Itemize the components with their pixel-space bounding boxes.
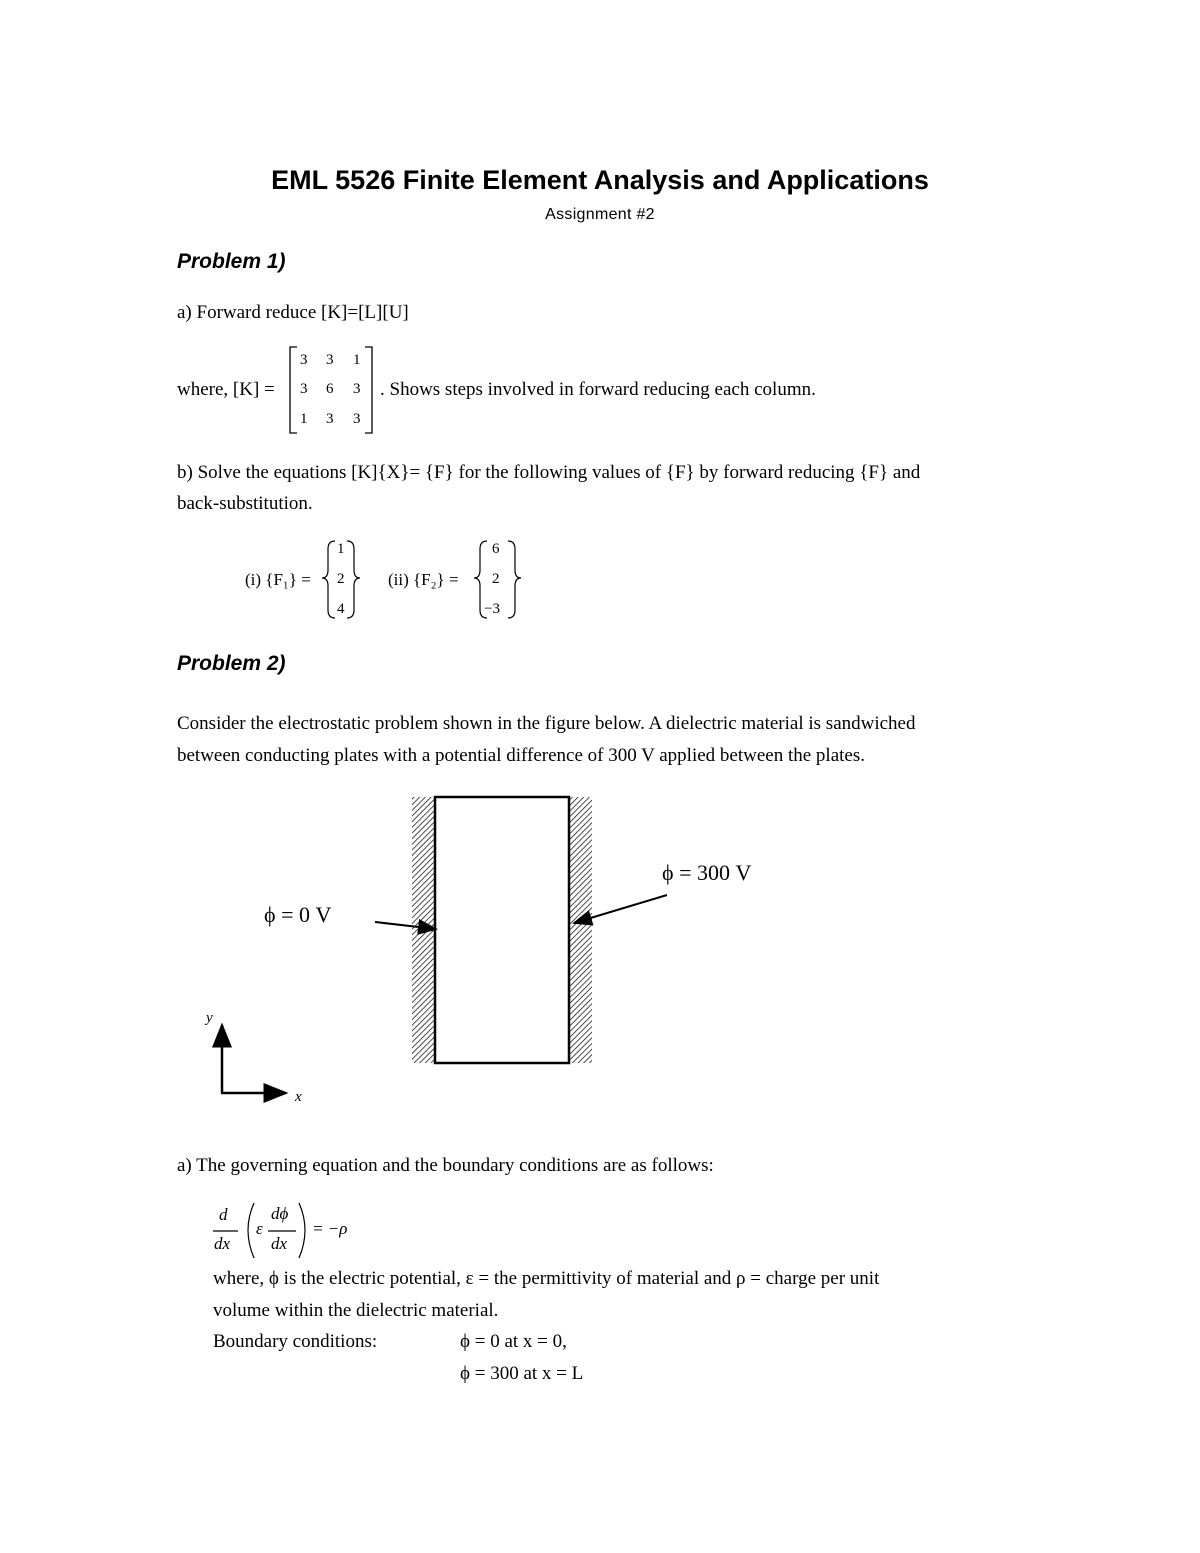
eq-dx-denominator: dx [214,1234,231,1253]
vector-f2-value: 6 [492,541,500,557]
page-subtitle: Assignment #2 [545,206,655,223]
eq-d-numerator: d [219,1205,228,1224]
eq-epsilon: ε [256,1219,263,1238]
where-label: where, [K] = [177,379,275,400]
problem-2-part-a: a) The governing equation and the boundary conditions are as follows: [177,1155,714,1176]
right-potential-label: ϕ = 300 V [662,860,752,885]
eq-rhs: = −ρ [312,1219,348,1238]
vector-f1-braces [322,541,360,618]
vector-f1-value: 4 [337,601,345,617]
case-i-label: (i) {F₁} = [245,570,311,589]
left-conducting-plate [412,797,435,1063]
problem-2-intro-line-2: between conducting plates with a potential difference of 300 V applied between the plates. [177,745,865,766]
problem-1-part-b-line-2: back-substitution. [177,493,313,514]
problem-1-part-a: a) Forward reduce [K]=[L][U] [177,302,409,323]
matrix-cell: 1 [300,411,308,427]
page-title: EML 5526 Finite Element Analysis and Applications [271,165,929,195]
matrix-cell: 3 [353,381,361,397]
right-conducting-plate [569,797,592,1063]
where-line-2: volume within the dielectric material. [213,1300,499,1321]
vector-f2-value: −3 [484,601,500,617]
matrix-trailing-text: . Shows steps involved in forward reducing each column. [380,379,816,400]
problem-2-heading: Problem 2) [177,652,286,675]
vector-f2-braces [474,541,521,618]
where-line-1: where, ϕ is the electric potential, ε = the permittivity of material and ρ = charge per unit [213,1268,880,1289]
matrix-k-brackets [290,347,372,433]
boundary-conditions-label: Boundary conditions: [213,1331,378,1352]
vector-f1-value: 2 [337,571,345,587]
eq-dx-denominator-inner: dx [271,1234,288,1253]
y-axis-label: y [206,1010,213,1026]
matrix-cell: 3 [300,381,308,397]
matrix-cell: 3 [300,352,308,368]
matrix-cell: 6 [326,381,334,397]
vector-f2-value: 2 [492,571,500,587]
problem-2-intro-line-1: Consider the electrostatic problem shown in the figure below. A dielectric material is sandwiched [177,713,916,734]
eq-dphi-numerator: dϕ [271,1204,289,1223]
boundary-condition-2: ϕ = 300 at x = L [460,1363,584,1384]
matrix-cell: 3 [326,411,334,427]
case-ii-label: (ii) {F₂} = [388,570,459,589]
dielectric-material [435,797,569,1063]
matrix-cell: 1 [353,352,361,368]
vector-f1-value: 1 [337,541,345,557]
boundary-condition-1: ϕ = 0 at x = 0, [460,1331,567,1352]
left-potential-label: ϕ = 0 V [264,902,332,927]
problem-1-heading: Problem 1) [177,250,286,273]
matrix-cell: 3 [326,352,334,368]
x-axis-label: x [295,1089,302,1105]
problem-1-part-b-line-1: b) Solve the equations [K]{X}= {F} for the following values of {F} by forward reducing {F} and [177,462,921,483]
matrix-cell: 3 [353,411,361,427]
